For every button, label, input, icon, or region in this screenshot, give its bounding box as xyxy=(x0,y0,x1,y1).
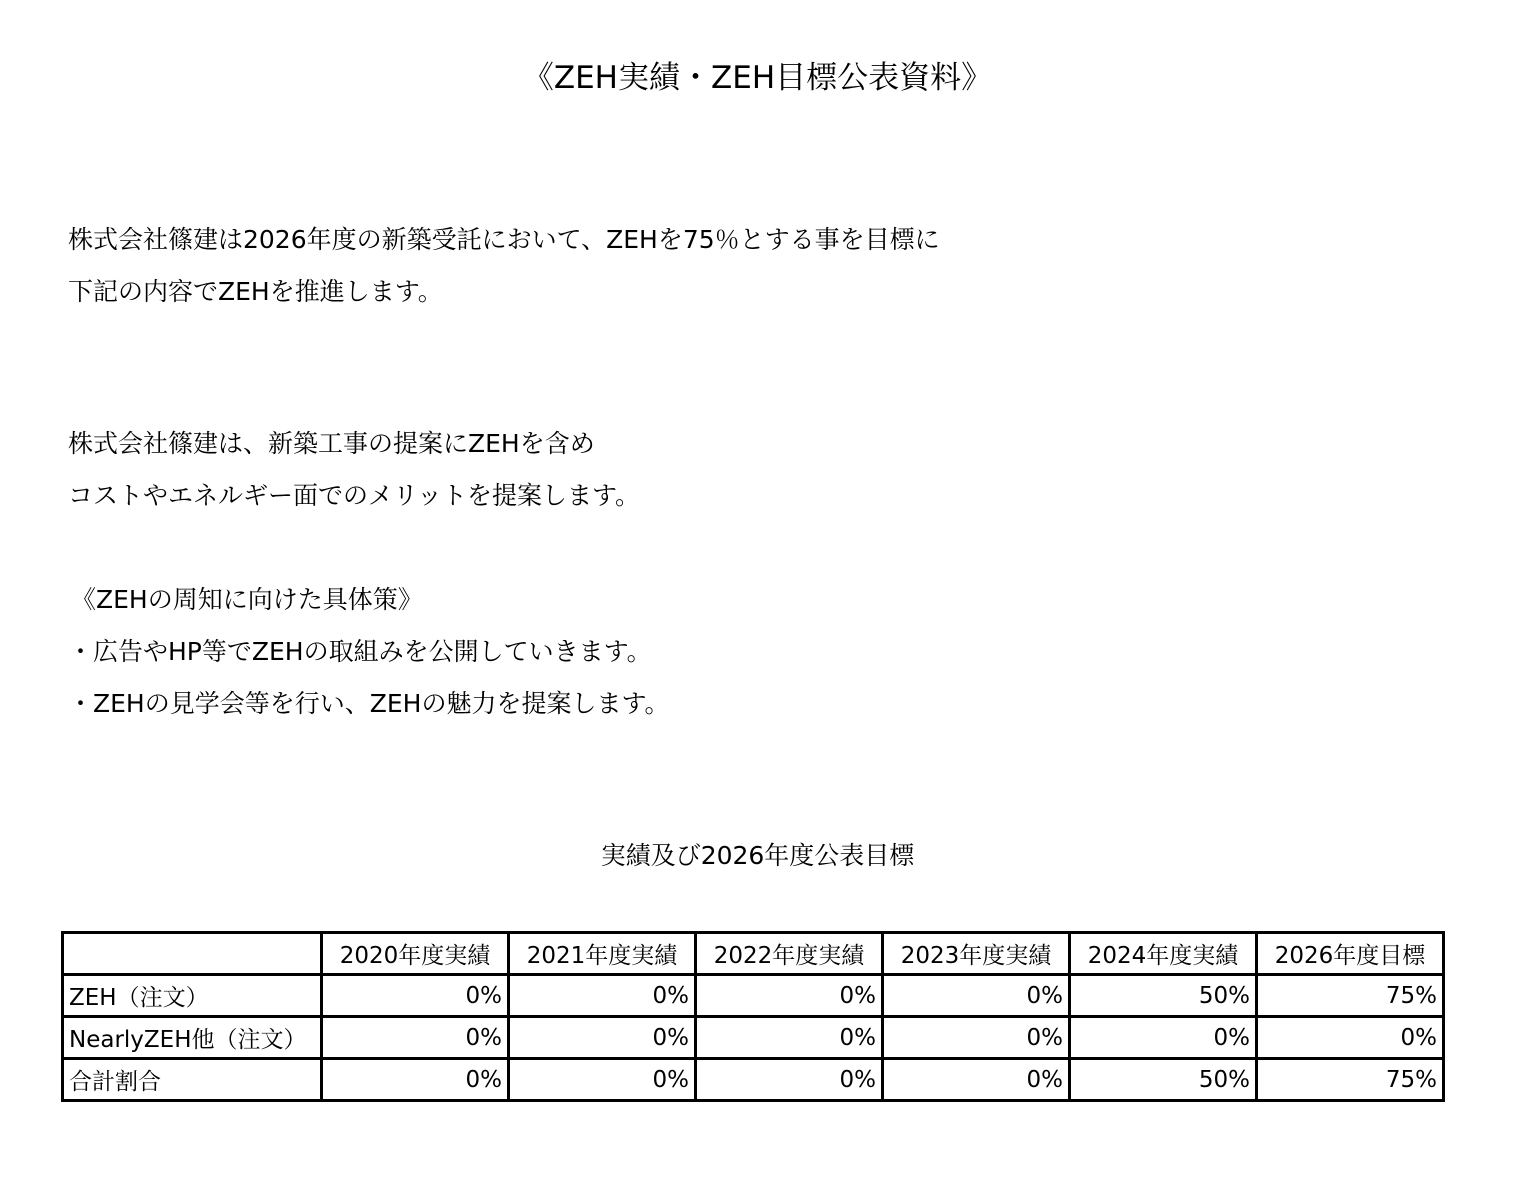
table-cell: 0% xyxy=(1257,1017,1444,1059)
row-label: NearlyZEH他（注文） xyxy=(63,1017,322,1059)
row-label: ZEH（注文） xyxy=(63,975,322,1017)
table-cell: 0% xyxy=(509,975,696,1017)
table-cell: 50% xyxy=(1070,975,1257,1017)
table-cell: 0% xyxy=(509,1059,696,1101)
measure-item: ・広告やHP等でZEHの取組みを公開していきます。 xyxy=(68,637,652,666)
measures-section xyxy=(68,574,669,730)
table-cell: 0% xyxy=(322,1017,509,1059)
table-cell: 0% xyxy=(696,1017,883,1059)
document-title: 《ZEH実績・ZEH目標公表資料》 xyxy=(522,60,993,96)
header-cell: 2024年度実績 xyxy=(1070,933,1257,975)
table-cell: 0% xyxy=(322,975,509,1017)
table-row xyxy=(63,1017,1444,1059)
header-cell: 2021年度実績 xyxy=(509,933,696,975)
table-cell: 75% xyxy=(1257,975,1444,1017)
paragraph-line: 株式会社篠建は2026年度の新築受託において、ZEHを75％とする事を目標に xyxy=(68,225,940,254)
table-row xyxy=(63,975,1444,1017)
header-cell: 2026年度目標 xyxy=(1257,933,1444,975)
table-cell: 0% xyxy=(883,975,1070,1017)
proposal-paragraph xyxy=(68,418,640,522)
table-row xyxy=(63,1059,1444,1101)
table-cell: 0% xyxy=(696,1059,883,1101)
results-table xyxy=(61,931,1445,1102)
table-cell: 50% xyxy=(1070,1059,1257,1101)
header-cell: 2020年度実績 xyxy=(322,933,509,975)
table-header-row xyxy=(63,933,1444,975)
row-label: 合計割合 xyxy=(63,1059,322,1101)
table-cell: 75% xyxy=(1257,1059,1444,1101)
table-title: 実績及び2026年度公表目標 xyxy=(600,841,915,870)
paragraph-line: コストやエネルギー面でのメリットを提案します。 xyxy=(68,481,641,510)
paragraph-line: 株式会社篠建は、新築工事の提案にZEHを含め xyxy=(68,429,595,458)
table-cell: 0% xyxy=(509,1017,696,1059)
measure-item: ・ZEHの見学会等を行い、ZEHの魅力を提案します。 xyxy=(68,689,670,718)
table-cell: 0% xyxy=(322,1059,509,1101)
header-cell xyxy=(63,933,322,975)
header-cell: 2022年度実績 xyxy=(696,933,883,975)
table-cell: 0% xyxy=(883,1017,1070,1059)
paragraph-line: 下記の内容でZEHを推進します。 xyxy=(68,277,443,306)
table-cell: 0% xyxy=(1070,1017,1257,1059)
header-cell: 2023年度実績 xyxy=(883,933,1070,975)
table-cell: 0% xyxy=(696,975,883,1017)
table-cell: 0% xyxy=(883,1059,1070,1101)
target-paragraph xyxy=(68,214,940,318)
measures-heading: 《ZEHの周知に向けた具体策》 xyxy=(71,585,423,614)
